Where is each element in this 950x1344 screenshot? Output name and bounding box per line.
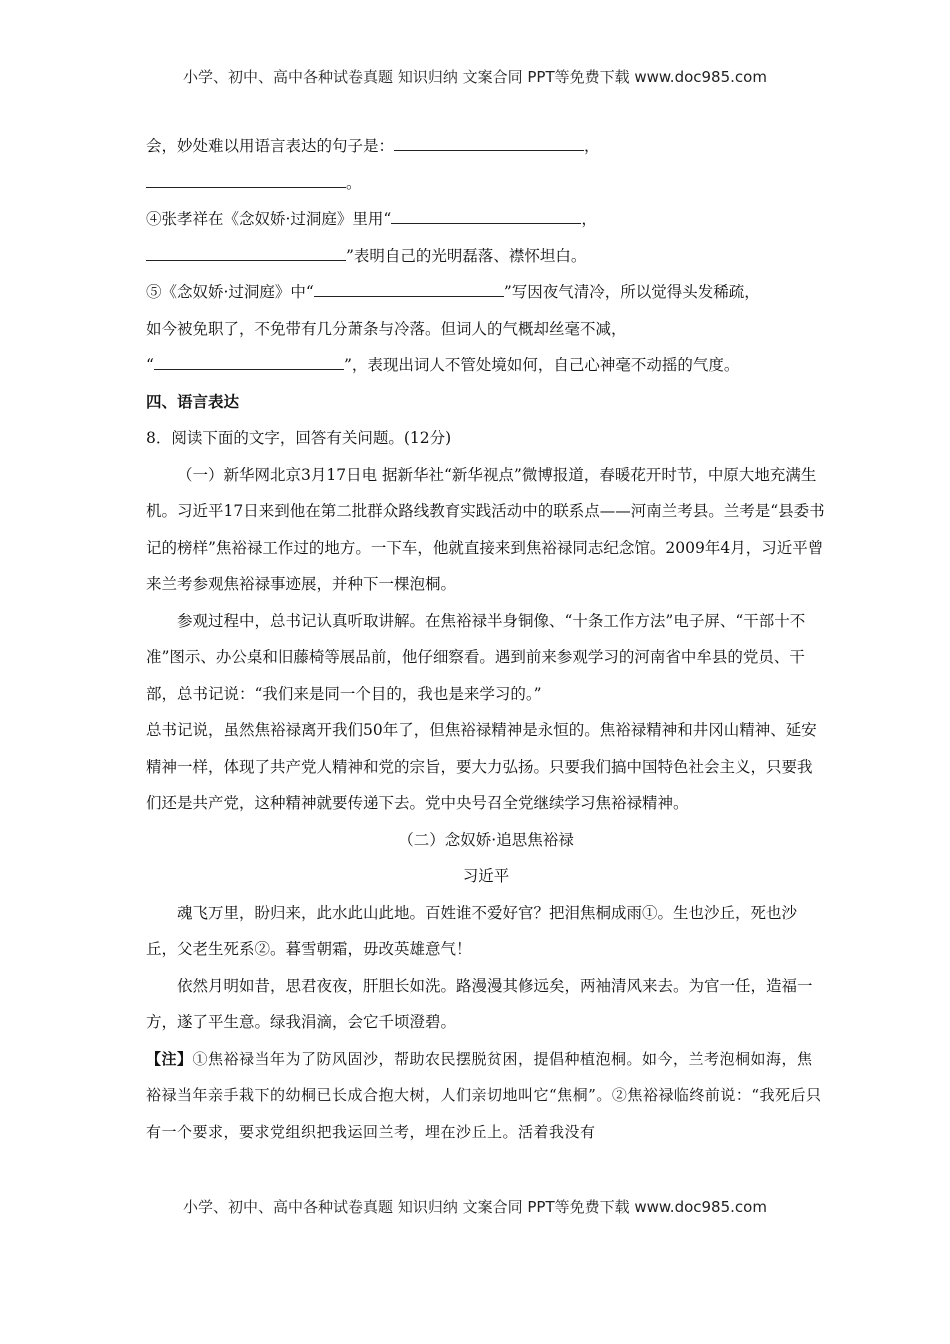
page-header-banner: 小学、初中、高中各种试卷真题 知识归纳 文案合同 PPT等免费下载 www.doc985.com	[183, 68, 767, 86]
text: ”，表现出词人不管处境如何，自己心神毫不动摇的气度。	[343, 356, 740, 374]
text: 。	[346, 173, 362, 192]
text: ，	[584, 137, 600, 155]
passage-paragraph: 参观过程中，总书记认真听取讲解。在焦裕禄半身铜像、“十条工作方法”电子屏、“干部十不准”图示、办公桌和旧藤椅等展品前，他仔细察看。遇到前来参观学习的河南省中牟县的党员、干部，总书记说：“我们来是同一个目的，我也是来学习的。”	[146, 611, 806, 703]
poem-stanza: 魂飞万里，盼归来，此水此山此地。百姓谁不爱好官？把泪焦桐成雨①。生也沙丘，死也沙丘，父老生死系②。暮雪朝霜，毋改英雄意气！	[146, 903, 798, 958]
text: ⑤《念奴娇·过洞庭》中“	[146, 283, 314, 301]
answer-blank[interactable]	[146, 169, 346, 188]
annotation-label: 【注】	[146, 1049, 193, 1068]
text: “	[146, 356, 154, 374]
answer-blank[interactable]	[394, 132, 584, 151]
answer-blank[interactable]	[391, 205, 581, 224]
annotation	[146, 1041, 826, 1151]
answer-blank[interactable]	[146, 242, 346, 261]
section-title: 四、语言表达	[146, 391, 240, 411]
text-line	[146, 274, 826, 311]
poem-title: （二）念奴娇·追思焦裕禄	[398, 830, 574, 849]
poem-author: 习近平	[462, 867, 510, 885]
answer-blank[interactable]	[314, 278, 504, 297]
question-stem: 8．阅读下面的文字，回答有关问题。(12分)	[146, 429, 452, 447]
passage-paragraph: （一）新华网北京3月17日电 据新华社“新华视点”微博报道，春暖花开时节，中原大地充满生机。习近平17日来到他在第二批群众路线教育实践活动中的联系点——河南兰考县。兰考是“县委书记的榜样”焦裕禄工作过的地方。一下车，他就直接来到焦裕禄同志纪念馆。2009年4月，习近平曾来兰考参观焦裕禄事迹展，并种下一棵泡桐。	[146, 465, 825, 593]
text-line	[146, 238, 826, 275]
text-line: 如今被免职了，不免带有几分萧条与冷落。但词人的气概却丝毫不减，	[146, 319, 627, 338]
text: 会，妙处难以用语言表达的句子是：	[146, 137, 395, 155]
text: ”写因夜气清冷，所以觉得头发稀疏，	[503, 283, 760, 301]
text: ④张孝祥在《念奴娇·过洞庭》里用“	[146, 210, 392, 228]
text-line	[146, 347, 826, 384]
passage-paragraph: 总书记说，虽然焦裕禄离开我们50年了，但焦裕禄精神是永恒的。焦裕禄精神和井冈山精神、延安精神一样，体现了共产党人精神和党的宗旨，要大力弘扬。只要我们搞中国特色社会主义，只要我们还是共产党，这种精神就要传递下去。党中央号召全党继续学习焦裕禄精神。	[146, 721, 817, 812]
page-footer-banner: 小学、初中、高中各种试卷真题 知识归纳 文案合同 PPT等免费下载 www.doc985.com	[183, 1198, 767, 1216]
document-body	[146, 128, 826, 1150]
text-line	[146, 128, 826, 165]
text: ”表明自己的光明磊落、襟怀坦白。	[346, 246, 587, 265]
annotation-text: ①焦裕禄当年为了防风固沙，帮助农民摆脱贫困，提倡种植泡桐。如今，兰考泡桐如海，焦裕禄当年亲手栽下的幼桐已长成合抱大树，人们亲切地叫它“焦桐”。②焦裕禄临终前说：“我死后只有一个要求，要求党组织把我运回兰考，埋在沙丘上。活着我没有	[146, 1049, 822, 1141]
text: ，	[581, 210, 597, 228]
poem-stanza: 依然月明如昔，思君夜夜，肝胆长如洗。路漫漫其修远矣，两袖清风来去。为官一任，造福一方，遂了平生意。绿我涓滴，会它千顷澄碧。	[146, 976, 813, 1031]
text-line	[146, 165, 826, 202]
text-line	[146, 201, 826, 238]
answer-blank[interactable]	[154, 351, 344, 370]
